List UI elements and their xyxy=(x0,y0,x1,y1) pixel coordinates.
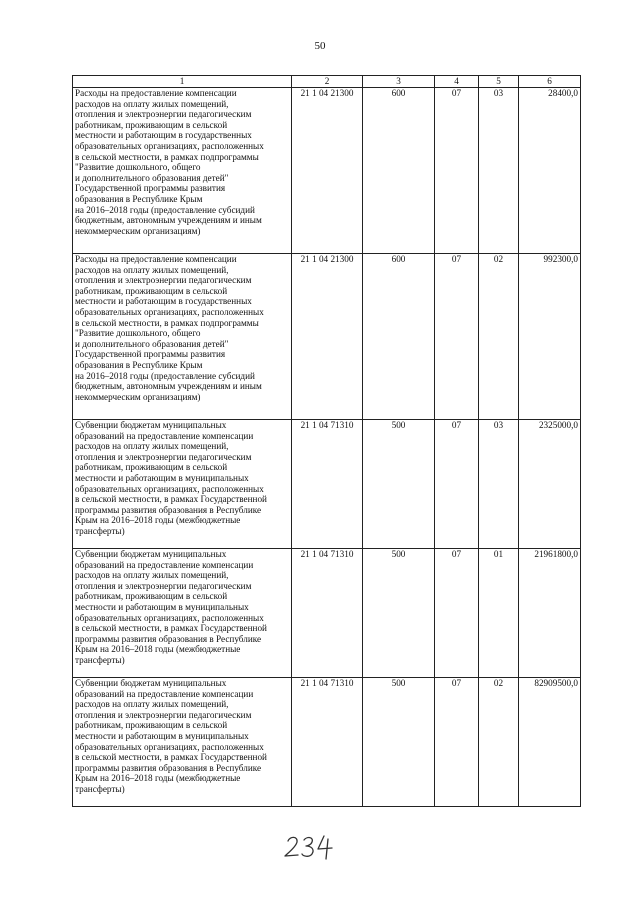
row-amount: 21961800,0 xyxy=(519,549,581,678)
budget-table xyxy=(72,75,581,807)
table-row xyxy=(73,678,581,807)
row-description: Расходы на предоставление компенсации расходов на оплату жилых помещений, отопления и электроэнергии педагогическим работникам, проживающим в сельской местности и работающим в государственных образовательных организациях, расположенных в сельской местности, в рамках подпрограммы "Развитие дошкольного, общего и дополнительного образования детей" Государственной программы развития образования в Республике Крым на 2016–2018 годы (предоставление субсидий бюджетным, автономным учреждениям и иным некоммерческим организациям) xyxy=(73,254,292,420)
row-subsection: 03 xyxy=(479,420,519,549)
header-col-6: 6 xyxy=(519,76,581,88)
table-row xyxy=(73,420,581,549)
table-row xyxy=(73,254,581,420)
row-expense-type: 600 xyxy=(363,88,435,254)
row-section: 07 xyxy=(435,420,479,549)
header-col-1: 1 xyxy=(73,76,292,88)
row-expense-type: 600 xyxy=(363,254,435,420)
row-section: 07 xyxy=(435,254,479,420)
row-expense-type: 500 xyxy=(363,549,435,678)
row-section: 07 xyxy=(435,678,479,807)
handwritten-234-signature xyxy=(280,832,340,862)
page-number: 50 xyxy=(314,40,326,52)
row-section: 07 xyxy=(435,88,479,254)
row-subsection: 03 xyxy=(479,88,519,254)
header-col-3: 3 xyxy=(363,76,435,88)
row-section: 07 xyxy=(435,549,479,678)
table-header-row xyxy=(73,76,581,88)
row-amount: 992300,0 xyxy=(519,254,581,420)
header-col-4: 4 xyxy=(435,76,479,88)
row-subsection: 02 xyxy=(479,678,519,807)
row-target-code: 21 1 04 71310 xyxy=(292,420,363,549)
row-subsection: 01 xyxy=(479,549,519,678)
row-expense-type: 500 xyxy=(363,420,435,549)
row-subsection: 02 xyxy=(479,254,519,420)
row-target-code: 21 1 04 71310 xyxy=(292,678,363,807)
table-row xyxy=(73,549,581,678)
row-target-code: 21 1 04 21300 xyxy=(292,88,363,254)
handwritten-page-mark xyxy=(280,832,340,862)
row-description: Субвенции бюджетам муниципальных образований на предоставление компенсации расходов на оплату жилых помещений, отопления и электроэнергии педагогическим работникам, проживающим в сельской местности и работающим в муниципальных образовательных организациях, расположенных в сельской местности, в рамках Государственной программы развития образования в Республике Крым на 2016–2018 годы (межбюджетные трансферты) xyxy=(73,549,292,678)
row-description: Расходы на предоставление компенсации расходов на оплату жилых помещений, отопления и электроэнергии педагогическим работникам, проживающим в сельской местности и работающим в государственных образовательных организациях, расположенных в сельской местности, в рамках подпрограммы "Развитие дошкольного, общего и дополнительного образования детей" Государственной программы развития образования в Республике Крым на 2016–2018 годы (предоставление субсидий бюджетным, автономным учреждениям и иным некоммерческим организациям) xyxy=(73,88,292,254)
row-target-code: 21 1 04 21300 xyxy=(292,254,363,420)
header-col-2: 2 xyxy=(292,76,363,88)
row-description: Субвенции бюджетам муниципальных образований на предоставление компенсации расходов на оплату жилых помещений, отопления и электроэнергии педагогическим работникам, проживающим в сельской местности и работающим в муниципальных образовательных организациях, расположенных в сельской местности, в рамках Государственной программы развития образования в Республике Крым на 2016–2018 годы (межбюджетные трансферты) xyxy=(73,678,292,807)
row-amount: 82909500,0 xyxy=(519,678,581,807)
row-amount: 28400,0 xyxy=(519,88,581,254)
row-expense-type: 500 xyxy=(363,678,435,807)
table-row xyxy=(73,88,581,254)
row-description: Субвенции бюджетам муниципальных образований на предоставление компенсации расходов на оплату жилых помещений, отопления и электроэнергии педагогическим работникам, проживающим в сельской местности и работающим в муниципальных образовательных организациях, расположенных в сельской местности, в рамках Государственной программы развития образования в Республике Крым на 2016–2018 годы (межбюджетные трансферты) xyxy=(73,420,292,549)
row-amount: 2325000,0 xyxy=(519,420,581,549)
row-target-code: 21 1 04 71310 xyxy=(292,549,363,678)
header-col-5: 5 xyxy=(479,76,519,88)
